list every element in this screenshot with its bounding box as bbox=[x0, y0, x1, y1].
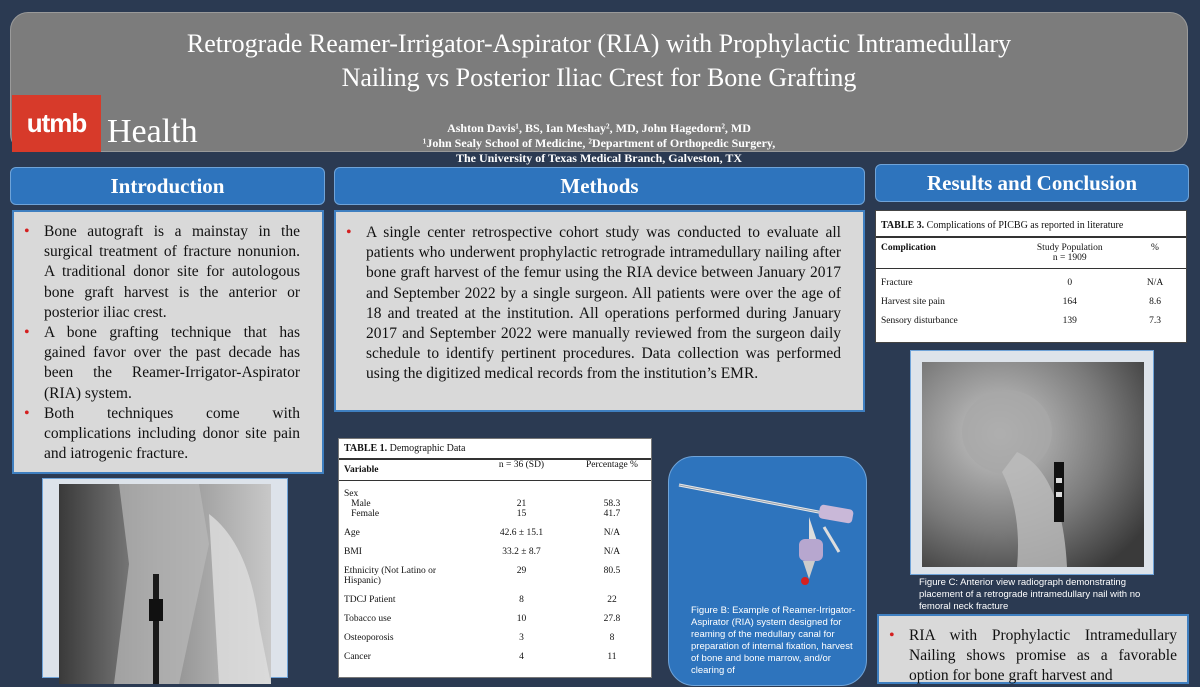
table-1-header: Percentage % bbox=[586, 460, 638, 470]
table-row: Harvest site pain 164 8.6 bbox=[881, 297, 1161, 307]
figure-b-panel bbox=[668, 456, 867, 686]
table-row: Fracture 0 N/A bbox=[881, 278, 1164, 288]
table-row: Age 42.6 ± 15.1 N/A bbox=[344, 528, 621, 538]
table-1-header: n = 36 (SD) bbox=[498, 460, 545, 470]
figure-b-ria-device bbox=[669, 457, 868, 597]
title-line-2: Nailing vs Posterior Iliac Crest for Bone Grafting bbox=[341, 63, 857, 92]
methods-bullet: • A single center retrospective cohort study was conducted to evaluate all patients who underwent prophylactic retrograde intramedullary nailing after bone graft harvest of the femur using the RIA device between January 2017 and September 2022 by a single surgeon. All patients were over the age of 18 and treated at the institution. All operations performed during January 2017 and September 2022 were manually reviewed from the surgeon daily schedule to identify pertinent procedures. Data collection was performed using the digitized medical records from the institution’s EMR. bbox=[346, 223, 841, 385]
table-1-caption: TABLE 1. Demographic Data bbox=[339, 439, 651, 460]
table-3-header: Complication bbox=[881, 243, 936, 253]
methods-heading: Methods bbox=[334, 167, 865, 205]
authors: Ashton Davis¹, BS, Ian Meshay², MD, John Hagedorn², MD bbox=[447, 121, 751, 135]
table-row: Tobacco use 10 27.8 bbox=[344, 614, 621, 624]
table-1 bbox=[338, 438, 652, 678]
results-bullet: • RIA with Prophylactic Intramedullary Nailing shows promise as a favorable option for bone graft harvest and bbox=[889, 626, 1177, 687]
affiliation-line-2: The University of Texas Medical Branch, Galveston, TX bbox=[455, 151, 743, 165]
figure-b-caption: Figure B: Example of Reamer-Irrigator-Aspirator (RIA) system designed for reaming of the medullary canal for preparation of internal fixation, harvest of bone and bone marrow, and/or clearing of bbox=[691, 605, 856, 676]
table-row: Osteoporosis 3 8 bbox=[344, 633, 615, 643]
table-row: TDCJ Patient 8 22 bbox=[344, 595, 617, 605]
results-heading: Results and Conclusion bbox=[875, 164, 1189, 202]
table-1-grid bbox=[339, 460, 651, 662]
utmb-logo bbox=[12, 95, 101, 152]
table-row: Sex Male Female 21 15 58.3 41.7 bbox=[344, 489, 621, 519]
intro-bullet: • A bone grafting technique that has gained favor over the past decade has been the Reamer-Irrigator-Aspirator (RIA) system. bbox=[24, 323, 300, 404]
affiliation-line-1: ¹John Sealy School of Medicine, ²Department of Orthopedic Surgery, bbox=[422, 136, 776, 150]
table-row: Ethnicity (Not Latino or Hispanic) 29 80.5 bbox=[344, 566, 621, 586]
introduction-panel bbox=[12, 210, 324, 474]
figure-a-radiograph bbox=[59, 484, 271, 684]
figure-c-radiograph bbox=[922, 362, 1144, 567]
table-3-grid bbox=[876, 238, 1186, 326]
methods-bullets bbox=[346, 223, 841, 385]
intro-bullet: • Both techniques come with complications including donor site pain and iatrogenic fracture. bbox=[24, 404, 300, 465]
introduction-bullets bbox=[24, 222, 300, 464]
figure-c-frame bbox=[910, 350, 1154, 612]
table-row: Sensory disturbance 139 7.3 bbox=[881, 316, 1161, 326]
table-row: BMI 33.2 ± 8.7 N/A bbox=[344, 547, 621, 557]
methods-panel bbox=[334, 210, 865, 412]
poster-title bbox=[11, 27, 1187, 95]
figure-a-frame bbox=[42, 478, 288, 678]
table-1-header: Variable bbox=[344, 465, 379, 475]
table-3 bbox=[875, 210, 1187, 343]
figure-c-caption: Figure C: Anterior view radiograph demonstrating placement of a retrograde intramedullary nail with no femoral neck fracture bbox=[919, 577, 1141, 612]
table-3-header: % bbox=[1151, 243, 1159, 253]
intro-bullet: • Bone autograft is a mainstay in the surgical treatment of fracture nonunion. A traditional donor site for autologous bone graft harvest is the anterior or posterior iliac crest. bbox=[24, 222, 300, 323]
introduction-heading: Introduction bbox=[10, 167, 325, 205]
results-bullets bbox=[889, 626, 1177, 687]
utmb-logo-mark: utmb bbox=[26, 108, 87, 138]
table-3-caption: TABLE 3. Complications of PICBG as reported in literature bbox=[876, 211, 1186, 238]
table-row: Cancer 4 11 bbox=[344, 652, 617, 662]
results-panel bbox=[877, 614, 1189, 684]
table-3-header: Study Population n = 1909 bbox=[1036, 243, 1103, 263]
title-line-1: Retrograde Reamer-Irrigator-Aspirator (RIA) with Prophylactic Intramedullary bbox=[186, 29, 1012, 58]
utmb-logo-health: Health bbox=[107, 113, 198, 150]
